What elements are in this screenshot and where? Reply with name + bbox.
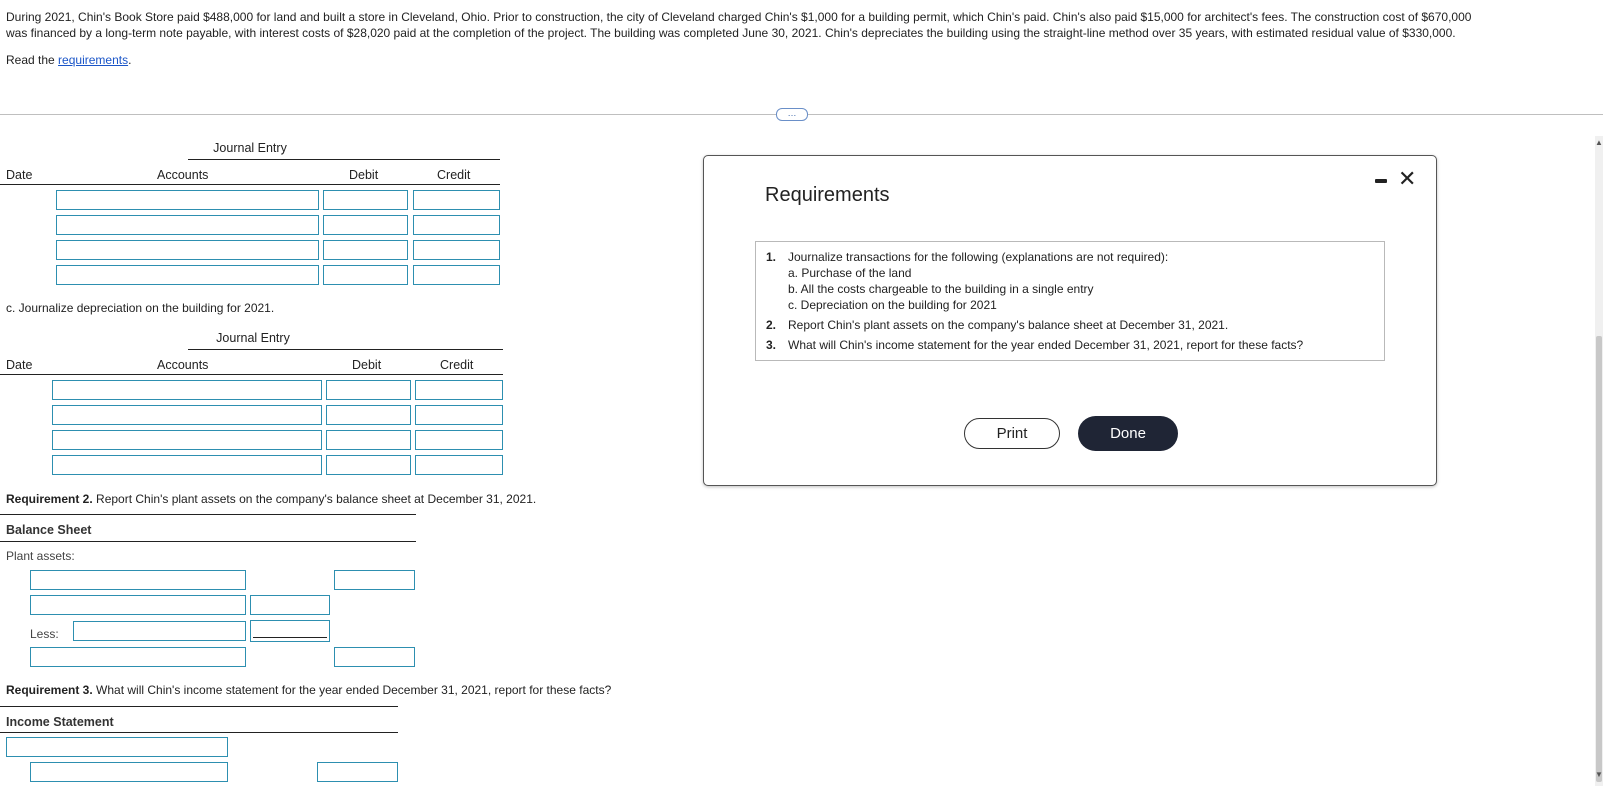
journal-c-debit-input[interactable] [326, 430, 411, 450]
dialog-title: Requirements [765, 184, 890, 206]
journal-c-debit-input[interactable] [326, 380, 411, 400]
book-value-label-input[interactable] [30, 647, 246, 667]
income-statement-item-input[interactable] [30, 762, 228, 782]
journal-c-account-input[interactable] [52, 455, 322, 475]
income-statement-amount-input[interactable] [317, 762, 398, 782]
income-statement-header-rule [0, 732, 398, 733]
plant-asset-amount-input[interactable] [250, 595, 330, 615]
journal-b-col-accounts: Accounts [157, 168, 209, 182]
journal-b-col-credit: Credit [437, 168, 471, 182]
requirement-3-heading [6, 683, 611, 697]
less-label: Less: [30, 627, 59, 641]
requirement-item: Report Chin's plant assets on the company's balance sheet at December 31, 2021. [788, 318, 1229, 332]
journal-b-col-date: Date [6, 168, 33, 182]
plant-asset-name-input[interactable] [30, 595, 246, 615]
journal-b-account-input[interactable] [56, 215, 319, 235]
journal-b-col-debit: Debit [349, 168, 379, 182]
requirement-number: 2. [766, 318, 777, 332]
accumulated-depreciation-input[interactable] [73, 621, 246, 641]
journal-c-col-date: Date [6, 358, 33, 372]
journal-c-credit-input[interactable] [415, 430, 503, 450]
journal-c-title: Journal Entry [216, 331, 290, 345]
scroll-down-icon[interactable]: ▼ [1595, 770, 1603, 779]
journal-b-credit-input[interactable] [413, 240, 500, 260]
income-statement-title: Income Statement [6, 715, 114, 729]
journal-c-instruction: c. Journalize depreciation on the building for 2021. [6, 301, 275, 315]
journal-b-debit-input[interactable] [323, 240, 408, 260]
requirement-subitem: b. All the costs chargeable to the building in a single entry [788, 282, 1094, 296]
income-statement-top-rule [0, 706, 398, 707]
requirement-subitem: c. Depreciation on the building for 2021 [788, 298, 997, 312]
read-suffix: . [128, 53, 132, 67]
journal-b-debit-input[interactable] [323, 215, 408, 235]
scrollbar-thumb[interactable] [1596, 336, 1602, 782]
subtotal-underline [253, 637, 327, 638]
journal-c-account-input[interactable] [52, 380, 322, 400]
requirement-3-prefix: Requirement 3. [6, 683, 93, 697]
journal-c-debit-input[interactable] [326, 405, 411, 425]
balance-sheet-title: Balance Sheet [6, 523, 92, 537]
balance-sheet-top-rule [0, 514, 416, 515]
journal-b-credit-input[interactable] [413, 215, 500, 235]
requirement-2-text: Report Chin's plant assets on the company's balance sheet at December 31, 2021. [92, 492, 537, 506]
journal-c-title-rule [188, 349, 503, 350]
requirements-list [755, 241, 1385, 361]
journal-b-title-rule [188, 159, 500, 160]
journal-c-debit-input[interactable] [326, 455, 411, 475]
balance-sheet-header-rule [0, 541, 416, 542]
journal-c-account-input[interactable] [52, 405, 322, 425]
requirement-number: 1. [766, 250, 777, 264]
requirement-subitem: a. Purchase of the land [788, 266, 912, 280]
minimize-icon[interactable] [1375, 179, 1387, 183]
journal-c-credit-input[interactable] [415, 455, 503, 475]
plant-asset-total-input[interactable] [334, 570, 415, 590]
requirements-link[interactable]: requirements [58, 53, 129, 67]
journal-b-account-input[interactable] [56, 240, 319, 260]
journal-b-credit-input[interactable] [413, 190, 500, 210]
scroll-up-icon[interactable]: ▲ [1595, 138, 1603, 147]
read-prefix: Read the [6, 53, 59, 67]
journal-b-debit-input[interactable] [323, 265, 408, 285]
requirement-2-heading [6, 492, 536, 506]
journal-b-account-input[interactable] [56, 190, 319, 210]
journal-b-account-input[interactable] [56, 265, 319, 285]
requirement-item: Journalize transactions for the following (explanations are not required): [788, 250, 1169, 264]
requirement-3-text: What will Chin's income statement for the year ended December 31, 2021, report for these facts? [92, 683, 612, 697]
journal-c-account-input[interactable] [52, 430, 322, 450]
requirement-2-prefix: Requirement 2. [6, 492, 93, 506]
book-value-total-input[interactable] [334, 647, 415, 667]
journal-c-col-accounts: Accounts [157, 358, 209, 372]
requirement-number: 3. [766, 338, 777, 352]
plant-asset-name-input[interactable] [30, 570, 246, 590]
problem-statement [6, 9, 1596, 41]
journal-b-credit-input[interactable] [413, 265, 500, 285]
journal-c-header-rule [0, 374, 503, 375]
read-requirements-line [6, 53, 131, 67]
journal-c-col-debit: Debit [352, 358, 382, 372]
print-button[interactable]: Print [964, 418, 1060, 449]
requirements-dialog [703, 155, 1437, 486]
problem-text-line-2: was financed by a long-term note payable, with interest costs of $28,020 paid at the completion of the project. The building was completed June 30, 2021. Chin's depreciates the building using the straight-line method over 35 years, with estimated residual value of $330,000. [6, 26, 1456, 40]
close-icon[interactable]: ✕ [1398, 166, 1417, 191]
requirement-item: What will Chin's income statement for the year ended December 31, 2021, report for these facts? [788, 338, 1304, 352]
income-statement-section-input[interactable] [6, 737, 228, 757]
done-button[interactable]: Done [1078, 416, 1178, 451]
journal-b-header-rule [0, 184, 500, 185]
journal-c-credit-input[interactable] [415, 380, 503, 400]
journal-c-col-credit: Credit [440, 358, 474, 372]
expand-button[interactable]: … [776, 108, 808, 121]
journal-b-title: Journal Entry [213, 141, 287, 155]
journal-c-credit-input[interactable] [415, 405, 503, 425]
accumulated-depreciation-amount-input[interactable] [250, 620, 330, 642]
problem-text-line-1: During 2021, Chin's Book Store paid $488,000 for land and built a store in Cleveland, Ohio. Prior to construction, the city of Cleveland charged Chin's $1,000 for a building permit, which Chin's paid. Chin's also paid $15,000 for architect's fees. The construction cost of $670,000 [6, 10, 1472, 24]
plant-assets-label: Plant assets: [6, 549, 75, 563]
journal-b-debit-input[interactable] [323, 190, 408, 210]
